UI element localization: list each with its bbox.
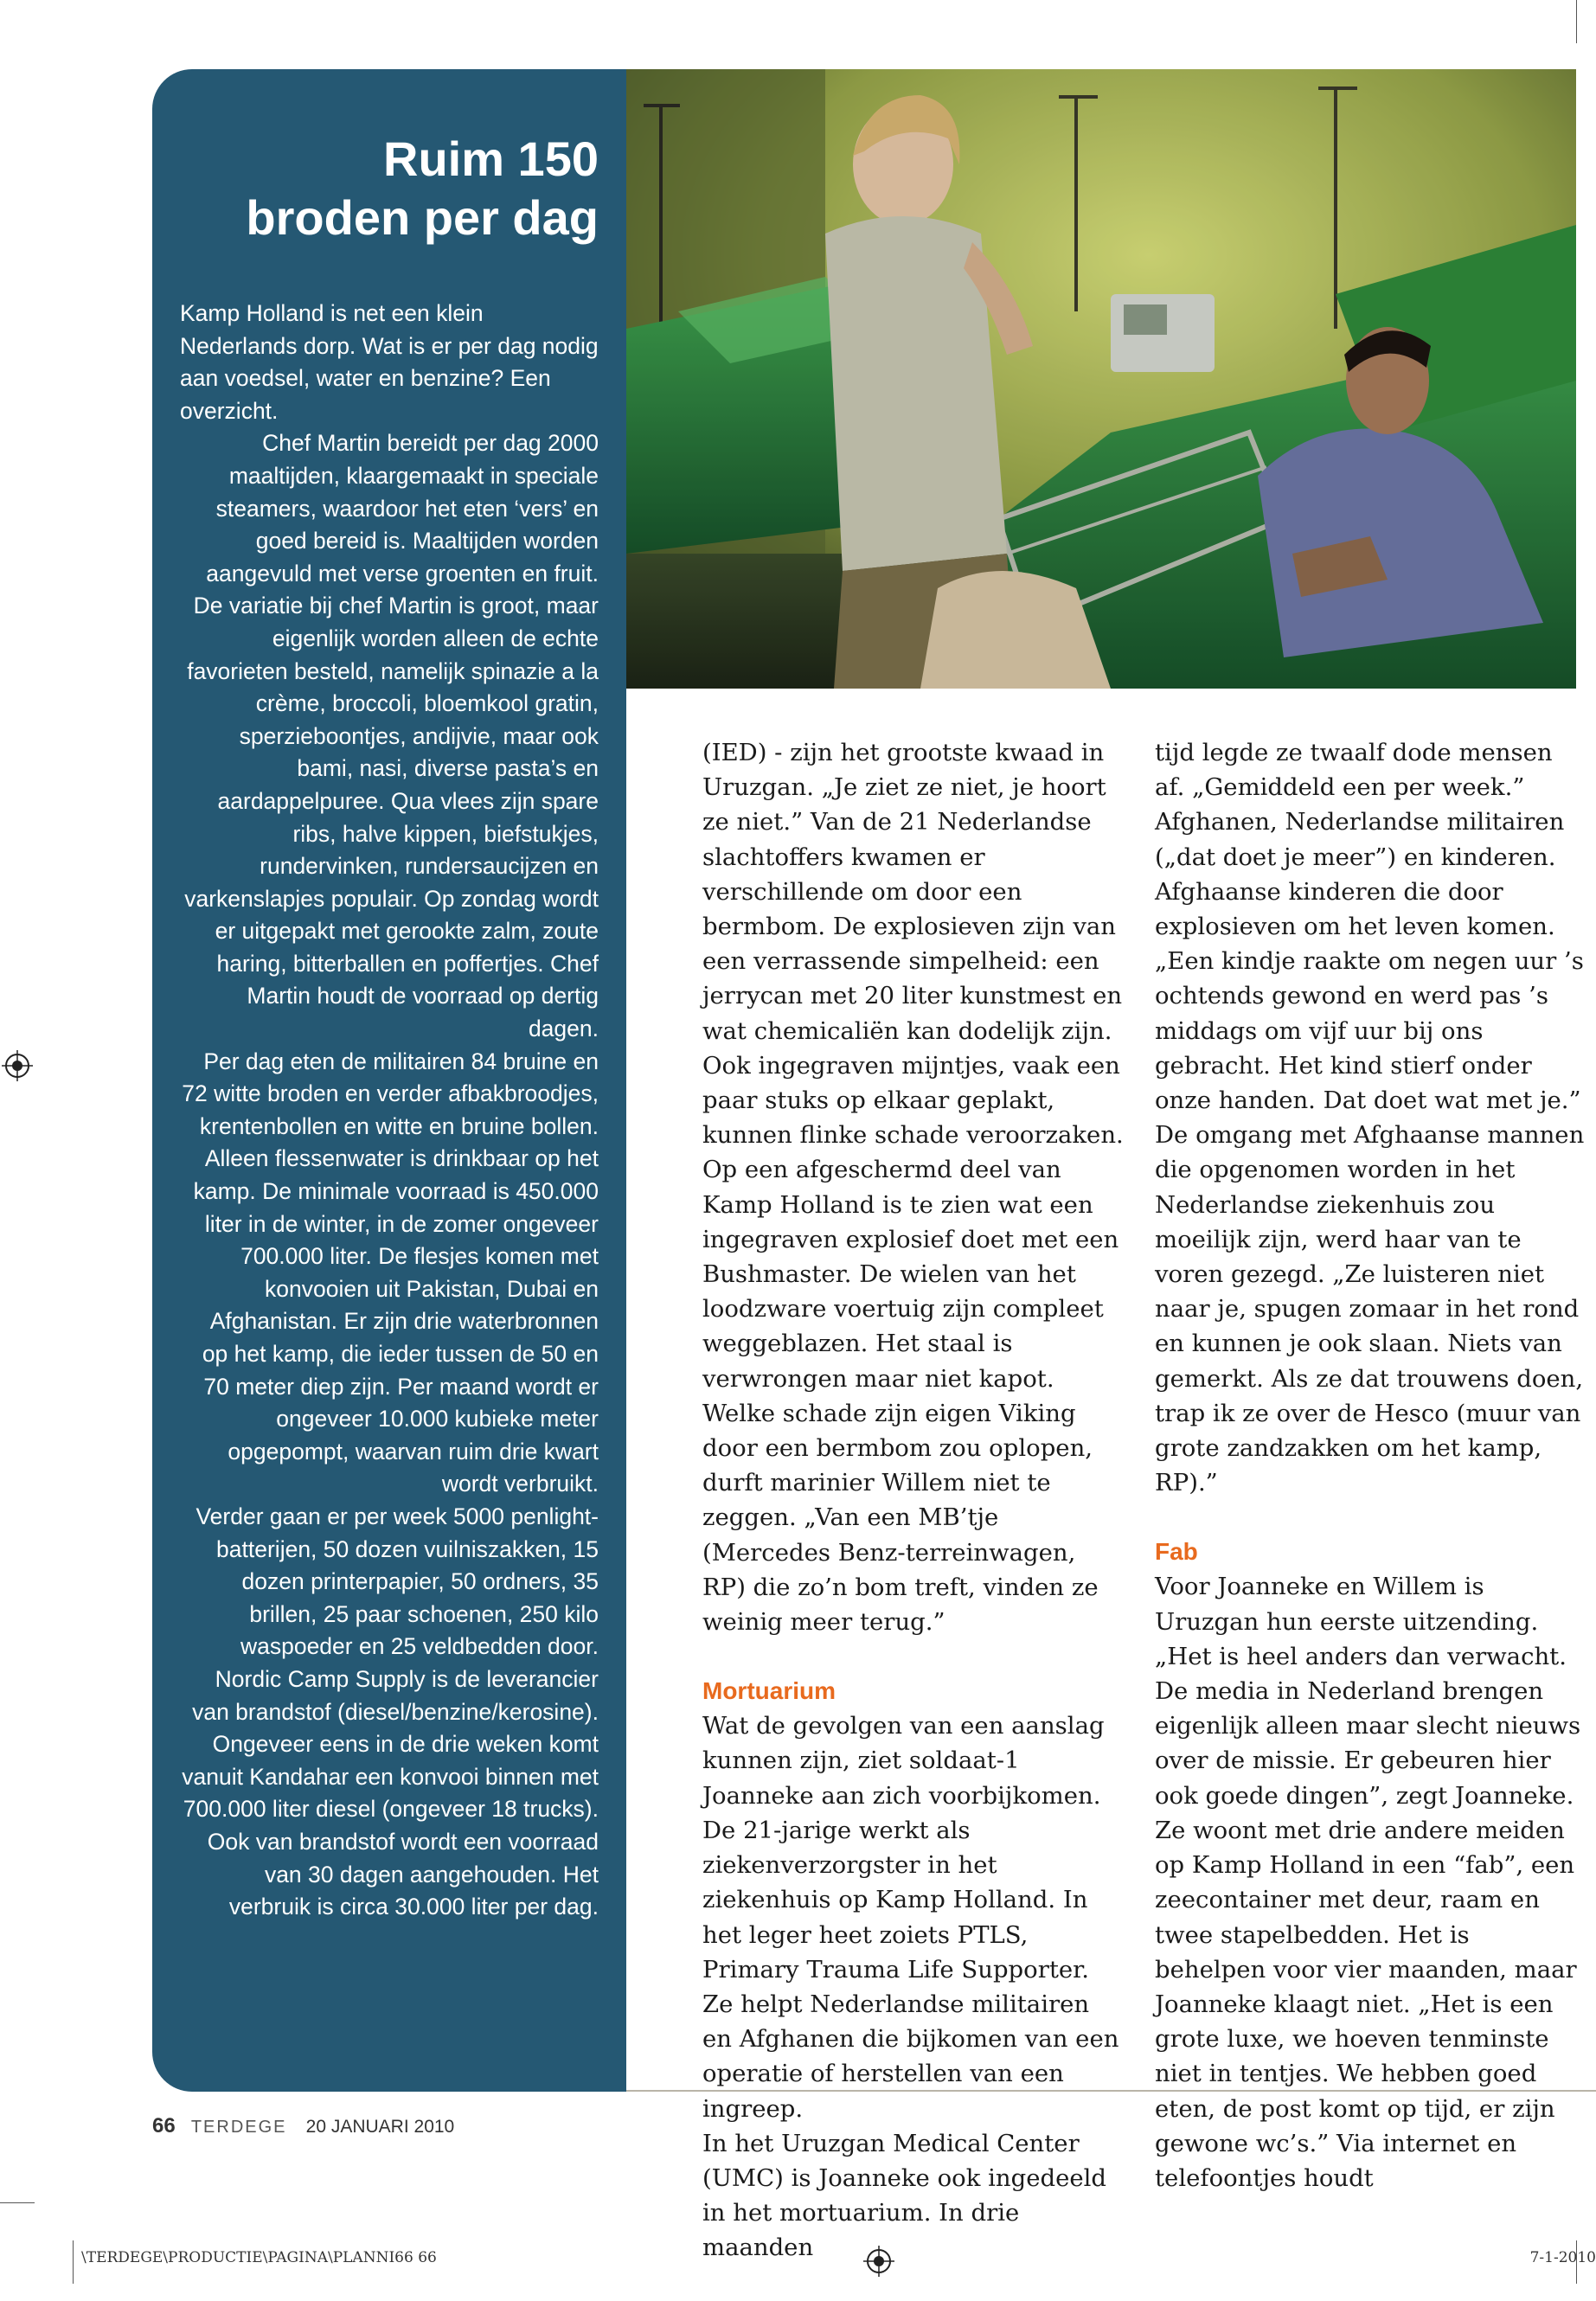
sidebar-box [152, 69, 626, 2092]
print-slug-path: \TERDEGE\PRODUCTIE\PAGINA\PLANNI66 66 [81, 2249, 437, 2266]
registration-mark-icon [2, 1050, 33, 1081]
publication-name: TERDEGE [190, 2118, 287, 2137]
print-slug-date: 7-1-2010 [1529, 2249, 1596, 2266]
page-number: 66 [152, 2114, 176, 2138]
article-paragraph: tijd legde ze twaalf dode mensen af. „Gemiddeld een per week.” Afghanen, Nederlandse militairen („dat doet je meer”) en kinderen. Afghaanse kinderen die door explosieven om het leven komen. „Een kindje raakte om negen uur ’s ochtends gewond en werd pas ’s middags om vijf uur bij ons gebracht. Het kind stierf onder onze handen. Dat doet wat met je.” [1155, 739, 1584, 1115]
article-column-right [1155, 735, 1587, 2195]
sidebar-paragraph: Alleen flessenwater is drinkbaar op het kamp. De minimale voorraad is 450.000 liter in de winter, in de zomer ongeveer 700.000 liter. De flesjes komen met konvooien uit Pakistan, Dubai en Afghanistan. Er zijn drie waterbronnen op het kamp, die ieder tussen de 50 en 70 meter diep zijn. Per maand wordt er ongeveer 10.000 kubieke meter opgepompt, waarvan ruim drie kwart wordt verbruikt. [193, 1145, 599, 1497]
sidebar-paragraph: Chef Martin bereidt per dag 2000 maaltijden, klaargemaakt in speciale steamers, waardoor het eten ‘vers’ en goed bereid is. Maaltijden worden aangevuld met verse groenten en fruit. De variatie bij chef Martin is groot, maar eigenlijk worden alleen de echte favorieten besteld, namelijk spinazie a la crème, broccoli, bloemkool gratin, sperzieboontjes, andijvie, maar ook bami, nasi, diverse pasta’s en aardappelpuree. Qua vlees zijn spare ribs, halve kippen, biefstukjes, rundervinken, rundersaucijzen en varkenslapjes populair. Op zondag wordt er uitgepakt met gerookte zalm, zoute haring, bitterballen en poffertjes. Chef Martin houdt de voorraad op dertig dagen. [184, 430, 599, 1042]
sidebar-title-line1: Ruim 150 [383, 131, 599, 186]
subheading-fab: Fab [1155, 1538, 1198, 1566]
sidebar-paragraph: Per dag eten de militairen 84 bruine en 72 witte broden en verder afbakbroodjes, krentenbollen en witte en bruine bollen. [182, 1048, 599, 1139]
sidebar-title-line2: broden per dag [246, 190, 599, 245]
crop-mark-bottom-left-v [73, 2240, 74, 2284]
hospital-photo [626, 69, 1576, 689]
sidebar-intro: Kamp Holland is net een klein Nederlands dorp. Wat is er per dag nodig aan voedsel, water en benzine? Een overzicht. [180, 300, 599, 424]
sidebar-title [180, 130, 599, 247]
article-column-left [702, 735, 1125, 2266]
article-paragraph: Wat de gevolgen van een aanslag kunnen zijn, ziet soldaat-1 Joanneke aan zich voorbijkomen. De 21-jarige werkt als ziekenverzorgster in het ziekenhuis op Kamp Holland. In het leger heet zoiets PTLS, Primary Trauma Life Supporter. Ze helpt Nederlandse militairen en Afghanen die bijkomen van een operatie of herstellen van een ingreep. [702, 1712, 1119, 2123]
article-paragraph: De omgang met Afghaanse mannen die opgenomen worden in het Nederlandse ziekenhuis zou moeilijk zijn, werd haar van te voren gezegd. „Ze luisteren niet naar je, spugen zomaar in het rond en kunnen je ook slaan. Niets van gemerkt. Als ze dat trouwens doen, trap ik ze over de Hesco (muur van grote zandzakken om het kamp, RP).” [1155, 1121, 1585, 1497]
article-paragraph: Voor Joanneke en Willem is Uruzgan hun eerste uitzending. „Het is heel anders dan verwacht. De media in Nederland brengen eigenlijk alleen maar slecht nieuws over de missie. Er gebeuren hier ook goede dingen”, zegt Joanneke. Ze woont met drie andere meiden op Kamp Holland in een “fab”, een zeecontainer met deur, raam en twee stapelbedden. Het is behelpen voor vier maanden, maar Joanneke klaagt niet. „Het is een grote luxe, we hoeven tenminste niet in tentjes. We hebben goed eten, de post komt op tijd, er zijn gewone wc’s.” Via internet en telefoontjes houdt [1155, 1573, 1581, 2192]
crop-mark-top-right [1576, 0, 1577, 43]
sidebar-paragraph: Verder gaan er per week 5000 penlight-batterijen, 50 dozen vuilniszakken, 15 dozen printerpapier, 50 ordners, 35 brillen, 25 paar schoenen, 250 kilo waspoeder en 25 veldbedden door. [195, 1503, 599, 1660]
crop-mark-bottom-left [0, 2202, 35, 2203]
bottom-rule [626, 2090, 1596, 2092]
sidebar-paragraph: Nordic Camp Supply is de leverancier van brandstof (diesel/benzine/kerosine). Ongeveer eens in de drie weken komt vanuit Kandahar een konvooi binnen met 700.000 liter diesel (ongeveer 18 trucks). Ook van brandstof wordt een voorraad van 30 dagen aangehouden. Het verbruik is circa 30.000 liter per dag. [182, 1665, 599, 1920]
article-paragraph: Op een afgeschermd deel van Kamp Holland is te zien wat een ingegraven explosief doet met een Bushmaster. De wielen van het loodzware voertuig zijn compleet weggeblazen. Het staal is verwrongen maar niet kapot. Welke schade zijn eigen Viking door een bermbom zou oplopen, durft marinier Willem niet te zeggen. „Van een MB’tje (Mercedes Benz-terreinwagen, RP) die zo’n bom treft, vinden ze weinig meer terug.” [702, 1156, 1119, 1637]
sidebar-body [180, 298, 599, 1924]
article-paragraph: In het Uruzgan Medical Center (UMC) is Joanneke ook ingedeeld in het mortuarium. In drie maanden [702, 2129, 1107, 2262]
subheading-mortuarium: Mortuarium [702, 1677, 836, 1705]
article-paragraph: (IED) - zijn het grootste kwaad in Uruzgan. „Je ziet ze niet, je hoort ze niet.” Van de 21 Nederlandse slachtoffers kwamen er verschillende om door een bermbom. De explosieven zijn van een verrassende simpelheid: een jerrycan met 20 liter kunstmest en wat chemicaliën kan dodelijk zijn. Ook ingegraven mijntjes, vaak een paar stuks op elkaar geplakt, kunnen flinke schade veroorzaken. [702, 739, 1124, 1150]
issue-date: 20 JANUARI 2010 [305, 2117, 455, 2137]
page-footer [152, 2111, 454, 2142]
